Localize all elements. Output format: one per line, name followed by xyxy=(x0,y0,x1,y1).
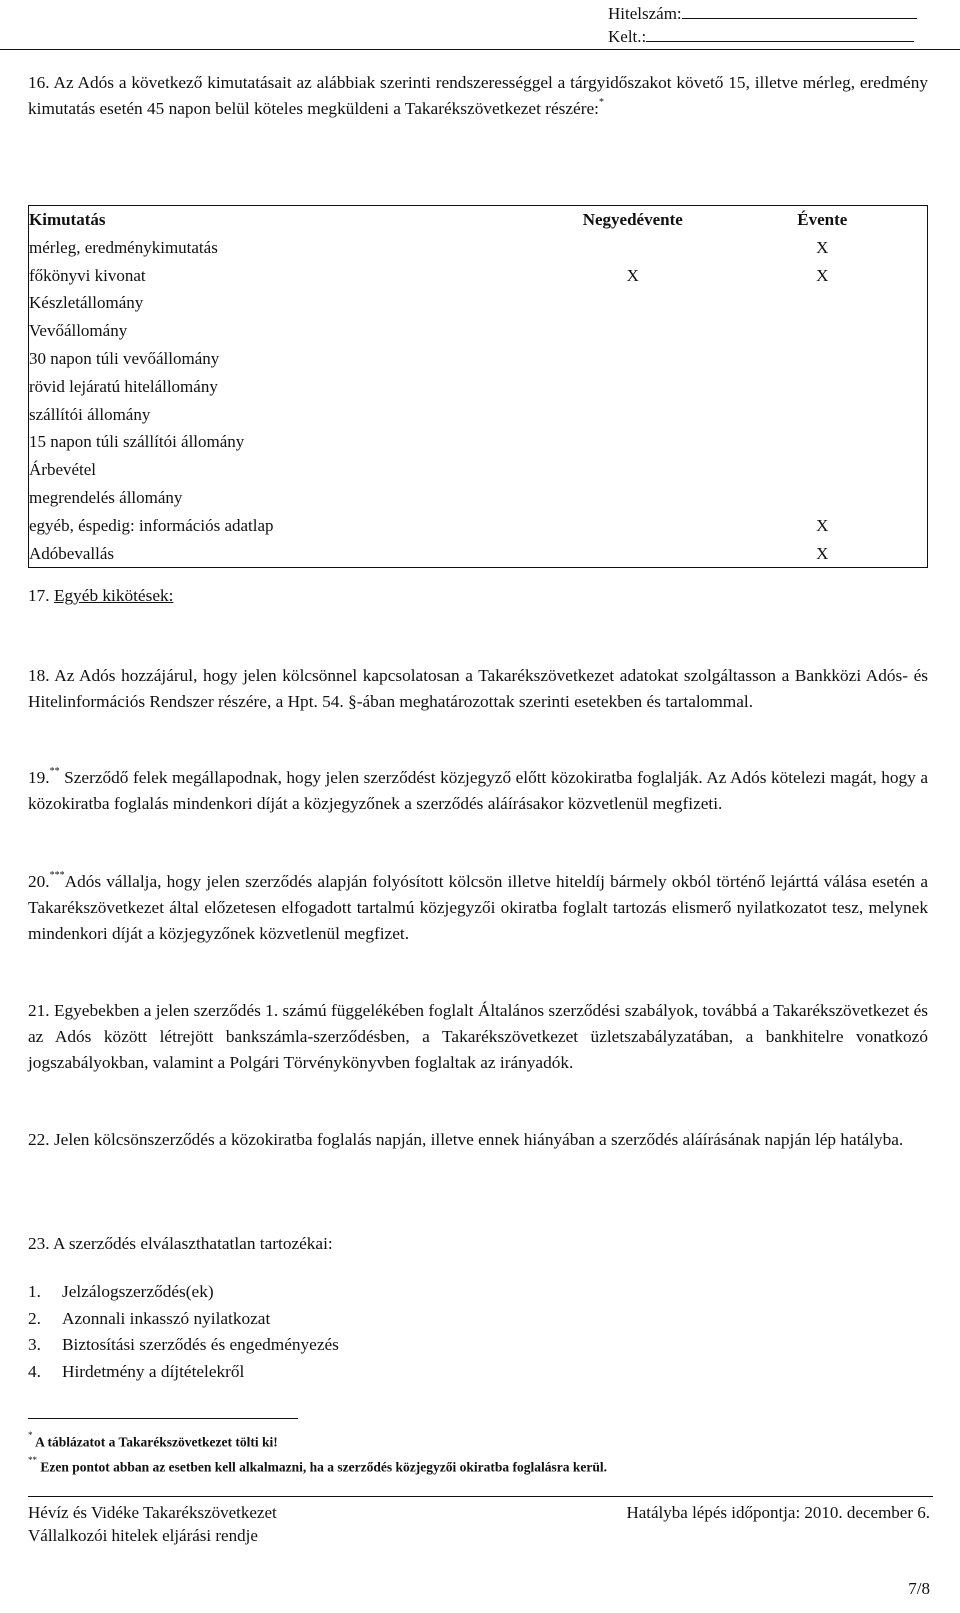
section-17-title: Egyéb kikötések: xyxy=(53,586,174,605)
section-23-number: 23. xyxy=(28,1234,50,1253)
row-name: főkönyvi kivonat xyxy=(29,265,146,285)
section-23-title: A szerződés elválaszthatatlan tartozékai: xyxy=(52,1234,333,1253)
row-yearly xyxy=(718,428,928,456)
row-quarterly xyxy=(548,234,718,262)
row-name: Árbevétel xyxy=(29,460,97,480)
kelt-label: Kelt.: xyxy=(608,27,647,46)
table-row xyxy=(29,345,928,373)
table-row xyxy=(29,428,928,456)
table-row xyxy=(29,401,928,429)
list-item xyxy=(28,1306,339,1333)
section-18 xyxy=(28,663,928,715)
section-16-number: 16. xyxy=(28,73,50,92)
table-row xyxy=(29,317,928,345)
header-evente: Évente xyxy=(797,210,848,229)
page-number: 7/8 xyxy=(908,1579,930,1598)
section-19-mark: ** xyxy=(49,766,60,778)
row-yearly xyxy=(718,373,928,401)
row-yearly xyxy=(718,289,928,317)
section-20-number: 20. xyxy=(28,872,50,891)
hitelszam-line xyxy=(682,2,917,19)
footnote-2-mark: ** xyxy=(28,1455,37,1465)
table-row xyxy=(29,234,928,262)
row-yearly xyxy=(718,456,928,484)
row-quarterly xyxy=(548,401,718,429)
table-row xyxy=(29,289,928,317)
list-item xyxy=(28,1332,339,1359)
section-22-number: 22. xyxy=(28,1130,50,1149)
list-item-label: Azonnali inkasszó nyilatkozat xyxy=(62,1308,271,1328)
table-row xyxy=(29,484,928,512)
header-hitelszam xyxy=(608,2,938,25)
row-quarterly xyxy=(548,373,718,401)
header-negyedevente: Negyedévente xyxy=(582,210,683,229)
row-name: Készletállomány xyxy=(29,293,144,313)
footer-doc: Vállalkozói hitelek eljárási rendje xyxy=(28,1526,258,1545)
row-yearly xyxy=(718,345,928,373)
table-row xyxy=(29,262,928,290)
header-kelt xyxy=(608,25,938,48)
list-item-number: 2. xyxy=(28,1308,41,1328)
row-yearly: X xyxy=(816,237,829,257)
kelt-line xyxy=(646,25,914,42)
row-quarterly xyxy=(548,484,718,512)
section-21-text: Egyebekben a jelen szerződés 1. számú függelékében foglalt Általános szerződési szabályok, továbbá a Takarékszövetkezet és az Adós között létrejött bankszámla-szerződésben, a Takarékszövetkezet üzletszabályzatában, a bankhitelre vonatkozó jogszabályokban, valamint a Polgári Törvénykönyvben foglaltak az irányadók. xyxy=(28,1001,928,1072)
table-row xyxy=(29,373,928,401)
footnote-1 xyxy=(28,1429,278,1452)
row-name: megrendelés állomány xyxy=(29,487,183,507)
footnote-1-mark: * xyxy=(28,1430,33,1440)
row-quarterly xyxy=(548,456,718,484)
section-19-text: Szerződő felek megállapodnak, hogy jelen szerződést közjegyző előtt közokiratba foglalják. Az Adós kötelezi magát, hogy a közokiratba foglalás mindenkori díját a közjegyzőnek a szerződés aláírásakor közvetlenül megfizeti. xyxy=(28,768,929,813)
row-name: mérleg, eredménykimutatás xyxy=(29,237,218,257)
list-item-label: Jelzálogszerződés(ek) xyxy=(62,1282,214,1301)
row-yearly: X xyxy=(816,265,829,285)
section-23 xyxy=(28,1231,928,1257)
section-20-text: Adós vállalja, hogy jelen szerződés alapján folyósított kölcsön illetve hiteldíj bármely okból történő lejárttá válása esetén a Takarékszövetkezet által előzetesen elfogadott tartalmú közjegyzői okiratba foglalt tartozás elismerő nyilatkozatot tesz, melynek mindenkori díját a közjegyzőnek közvetlenül megfizet. xyxy=(28,872,928,943)
row-quarterly xyxy=(548,345,718,373)
row-quarterly xyxy=(548,289,718,317)
list-item-number: 4. xyxy=(28,1361,41,1381)
attachments-list xyxy=(28,1279,339,1385)
hitelszam-label: Hitelszám: xyxy=(608,4,682,23)
header-rule xyxy=(0,49,960,50)
section-21 xyxy=(28,998,928,1076)
row-name: Adóbevallás xyxy=(29,543,114,563)
row-name: Vevőállomány xyxy=(29,321,128,341)
row-name: szállítói állomány xyxy=(29,404,151,424)
section-20 xyxy=(28,869,928,947)
section-16 xyxy=(28,70,928,122)
table-header-row xyxy=(29,206,928,234)
row-name: rövid lejáratú hitelállomány xyxy=(29,376,218,396)
row-quarterly xyxy=(548,428,718,456)
row-yearly: X xyxy=(816,515,829,535)
row-name: 30 napon túli vevőállomány xyxy=(29,348,220,368)
row-yearly xyxy=(718,401,928,429)
section-16-text: Az Adós a következő kimutatásait az alábbiak szerinti rendszerességgel a tárgyidőszakot követő 15, illetve mérleg, eredmény kimutatás esetén 45 napon belül köteles megküldeni a Takarékszövetkezet részére: xyxy=(28,73,929,118)
section-22-text: Jelen kölcsönszerződés a közokiratba foglalás napján, illetve ennek hiányában a szerződés aláírásának napján lép hatályba. xyxy=(53,1130,904,1149)
list-item-label: Hirdetmény a díjtételekről xyxy=(62,1361,245,1381)
list-item-number: 1. xyxy=(28,1282,41,1301)
footnote-2-text: Ezen pontot abban az esetben kell alkalmazni, ha a szerződés közjegyzői okiratba foglalásra kerül. xyxy=(40,1459,607,1475)
section-20-mark: *** xyxy=(49,870,65,882)
footer-effective: Hatályba lépés időpontja: 2010. december 6. xyxy=(626,1503,930,1522)
row-quarterly xyxy=(548,540,718,568)
section-19-number: 19. xyxy=(28,768,50,787)
row-quarterly: X xyxy=(626,265,639,285)
row-yearly xyxy=(718,484,928,512)
table-row xyxy=(29,540,928,568)
section-19 xyxy=(28,765,928,817)
row-name: egyéb, éspedig: információs adatlap xyxy=(29,515,274,535)
row-quarterly xyxy=(548,317,718,345)
row-yearly xyxy=(718,317,928,345)
section-22 xyxy=(28,1127,928,1153)
row-name: 15 napon túli szállítói állomány xyxy=(29,432,245,452)
list-item-number: 3. xyxy=(28,1335,41,1354)
section-16-mark: * xyxy=(598,97,604,109)
list-item-label: Biztosítási szerződés és engedményezés xyxy=(62,1335,339,1354)
section-18-number: 18. xyxy=(28,666,50,685)
row-yearly: X xyxy=(816,543,829,563)
footnote-1-text: A táblázatot a Takarékszövetkezet tölti ki! xyxy=(35,1434,278,1450)
list-item xyxy=(28,1279,339,1306)
section-21-number: 21. xyxy=(28,1001,50,1020)
footnote-separator xyxy=(28,1418,298,1419)
section-17 xyxy=(28,583,928,609)
table-row xyxy=(29,512,928,540)
footer-rule xyxy=(28,1496,933,1497)
table-row xyxy=(29,456,928,484)
row-quarterly xyxy=(548,512,718,540)
footnote-2 xyxy=(28,1454,607,1477)
footer-org: Hévíz és Vidéke Takarékszövetkezet xyxy=(28,1503,277,1522)
report-schedule-table xyxy=(28,205,928,568)
section-17-number: 17. xyxy=(28,586,50,605)
list-item xyxy=(28,1359,339,1386)
section-18-text: Az Adós hozzájárul, hogy jelen kölcsönnel kapcsolatosan a Takarékszövetkezet adatokat szolgáltasson a Bankközi Adós- és Hitelinformációs Rendszer részére, a Hpt. 54. §-ában meghatározottak szerinti esetekben és tartalommal. xyxy=(28,666,928,711)
header-kimutatas: Kimutatás xyxy=(29,210,106,229)
